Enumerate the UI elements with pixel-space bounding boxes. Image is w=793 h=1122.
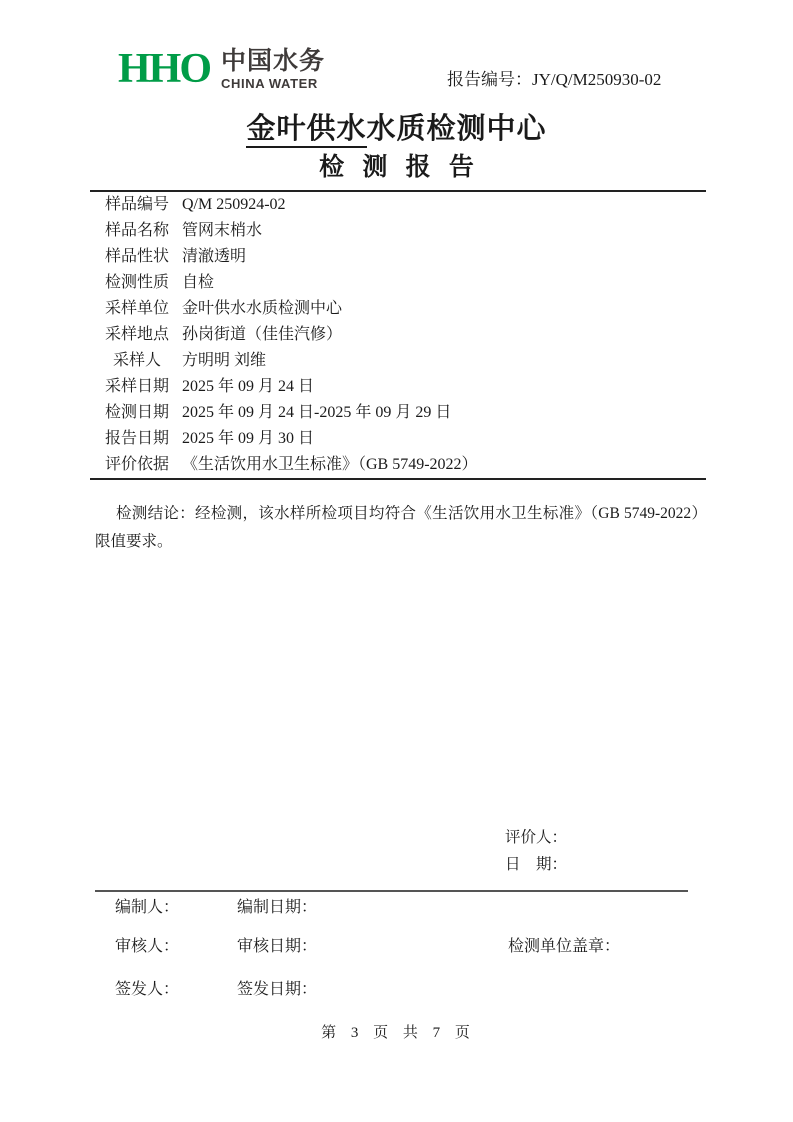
issued-date-label: 签发日期： [237, 981, 318, 998]
field-row-sampling-date [104, 374, 704, 400]
unit-seal-label: 检测单位盖章： [508, 938, 621, 955]
logo-wordmark [221, 46, 326, 91]
signoff-row-reviewed [0, 938, 793, 956]
logo-hho-text: HHO [118, 46, 211, 92]
center-title-rest: 水质检测中心 [366, 113, 547, 145]
evaluator-block [505, 824, 567, 878]
field-row-evaluation-basis [104, 452, 704, 478]
reviewed-by-label: 审核人： [115, 938, 180, 955]
field-value: Q/M 250924-02 [182, 196, 286, 213]
field-value: 2025 年 09 月 24 日 [182, 378, 315, 395]
issued-by-label: 签发人： [115, 981, 180, 998]
field-row-test-date [104, 400, 704, 426]
report-number-label: 报告编号： [447, 70, 532, 89]
field-label: 采样单位 [104, 300, 169, 317]
field-value: 2025 年 09 月 30 日 [182, 430, 315, 447]
signoff-row-issued [0, 981, 793, 999]
field-value: 自检 [182, 274, 215, 291]
report-number-value: JY/Q/M250930-02 [532, 70, 662, 89]
field-label: 样品性状 [104, 248, 169, 265]
evaluation-date-label: 日 期： [505, 856, 568, 873]
signoff-row-prepared [0, 899, 793, 917]
field-label: 检测日期 [104, 404, 169, 421]
sample-info-list [104, 192, 704, 478]
field-row-report-date [104, 426, 704, 452]
logo-cn-text: 中国水务 [221, 46, 326, 75]
field-row-test-nature [104, 270, 704, 296]
company-logo [118, 48, 325, 90]
field-label: 评价依据 [104, 456, 169, 473]
field-row-sample-no [104, 192, 704, 218]
field-label: 报告日期 [104, 430, 169, 447]
center-title-underlined: 金叶供水 [246, 113, 366, 148]
field-value: 清澈透明 [182, 248, 247, 265]
report-title: 检 测 报 告 [319, 154, 480, 181]
field-label: 样品编号 [104, 196, 169, 213]
prepared-by-label: 编制人： [115, 899, 180, 916]
field-label: 样品名称 [104, 222, 169, 239]
field-value: 管网末梢水 [182, 222, 263, 239]
field-value: 《生活饮用水卫生标准》（GB 5749-2022） [182, 456, 478, 473]
report-number [447, 71, 661, 89]
logo-en-text: CHINA WATER [221, 75, 318, 91]
reviewed-date-label: 审核日期： [237, 938, 318, 955]
field-row-sample-appearance [104, 244, 704, 270]
field-label: 采样地点 [104, 326, 169, 343]
test-conclusion: 检测结论：经检测，该水样所检项目均符合《生活饮用水卫生标准》（GB 5749-2022）限值要求。 [95, 505, 707, 550]
field-row-sampling-unit [104, 296, 704, 322]
divider-signoff [95, 890, 688, 892]
field-label: 采样人 [112, 352, 161, 369]
field-value: 2025 年 09 月 24 日-2025 年 09 月 29 日 [182, 404, 452, 421]
page-number: 第 3 页 共 7 页 [321, 1025, 472, 1041]
prepared-date-label: 编制日期： [237, 899, 318, 916]
field-value: 方明明 刘维 [182, 352, 267, 369]
field-label: 检测性质 [104, 274, 169, 291]
center-title [0, 112, 793, 146]
field-value: 金叶供水水质检测中心 [182, 300, 343, 317]
field-row-sampler [104, 348, 704, 374]
field-label: 采样日期 [104, 378, 169, 395]
divider-fields-bottom [90, 478, 706, 480]
field-value: 孙岗街道（佳佳汽修） [182, 326, 343, 343]
field-row-sampling-site [104, 322, 704, 348]
field-row-sample-name [104, 218, 704, 244]
evaluator-label: 评价人： [505, 829, 568, 846]
